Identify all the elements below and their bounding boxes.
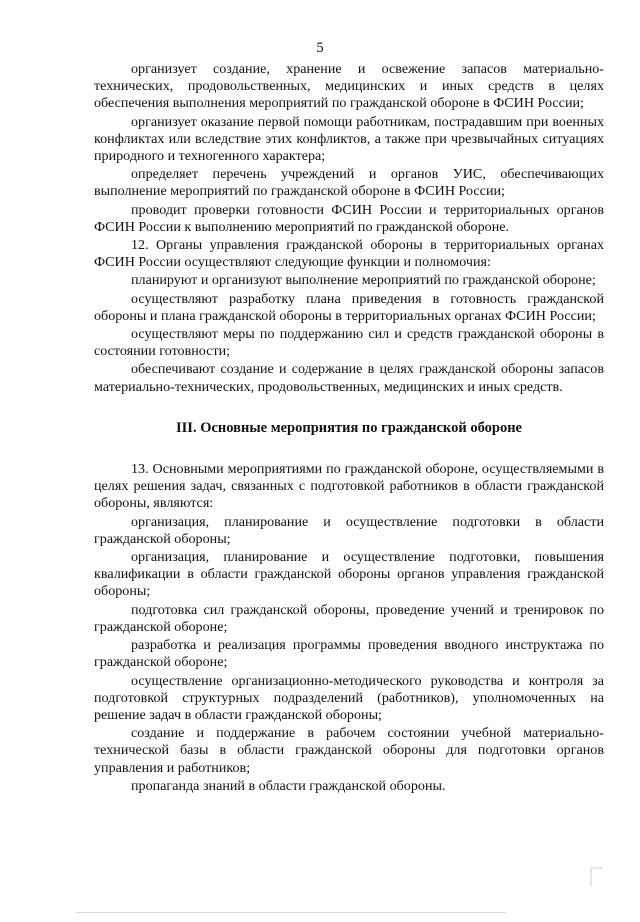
paragraph: проводит проверки готовности ФСИН России и территориальных органов ФСИН России к выполнению мероприятий по гражданской обороне.: [94, 201, 604, 235]
paragraph: создание и поддержание в рабочем состоянии учебной материально-технической базы в области гражданской обороны для подготовки органов управления и работников;: [94, 725, 604, 776]
paragraph-item-12: 12. Органы управления гражданской обороны в территориальных органах ФСИН России осуществляют следующие функции и полномочия:: [94, 237, 604, 271]
paragraph: пропаганда знаний в области гражданской обороны.: [131, 777, 446, 794]
paragraph: обеспечивают создание и содержание в целях гражданской обороны запасов материально-технических, продовольственных, медицинских и иных средств.: [94, 361, 604, 395]
paragraph: планируют и организуют выполнение мероприятий по гражданской обороне;: [131, 272, 596, 289]
paragraph-item-13: 13. Основными мероприятиями по гражданской обороне, осуществляемыми в целях решения задач, связанных с подготовкой работников в области гражданской обороны, являются:: [94, 461, 604, 512]
paragraph: подготовка сил гражданской обороны, проведение учений и тренировок по гражданской обороне;: [94, 601, 604, 635]
paragraph: осуществляют разработку плана приведения в готовность гражданской обороны и плана гражданской обороны в территориальных органах ФСИН России;: [94, 290, 604, 324]
paragraph: осуществление организационно-методического руководства и контроля за подготовкой структурных подразделений (работников), уполномоченных на решение задач в области гражданской обороны;: [94, 672, 604, 723]
paragraph: осуществляют меры по поддержанию сил и средств гражданской обороны в состоянии готовности;: [94, 326, 604, 360]
page-number: 5: [316, 40, 324, 56]
scan-mark-icon: [588, 866, 606, 888]
paragraph: организация, планирование и осуществление подготовки, повышения квалификации в области гражданской обороны органов управления гражданской обороны;: [94, 549, 604, 600]
document-body: [94, 61, 604, 796]
paragraph: организует оказание первой помощи работникам, пострадавшим при военных конфликтах или вследствие этих конфликтов, а также при чрезвычайных ситуациях природного и техногенного характера;: [94, 113, 604, 165]
paragraph: организация, планирование и осуществление подготовки в области гражданской обороны;: [94, 513, 604, 547]
paragraph: разработка и реализация программы проведения вводного инструктажа по гражданской обороне;: [94, 637, 604, 671]
paragraph: организует создание, хранение и освежение запасов материально-технических, продовольственных, медицинских и иных средств в целях обеспечения выполнения мероприятий по гражданской обороне в ФСИН России;: [94, 61, 604, 112]
section-heading: III. Основные мероприятия по гражданской обороне: [176, 419, 522, 436]
scan-edge-divider: [76, 912, 506, 913]
paragraph: определяет перечень учреждений и органов УИС, обеспечивающих выполнение мероприятий по гражданской обороне в ФСИН России;: [94, 166, 604, 200]
